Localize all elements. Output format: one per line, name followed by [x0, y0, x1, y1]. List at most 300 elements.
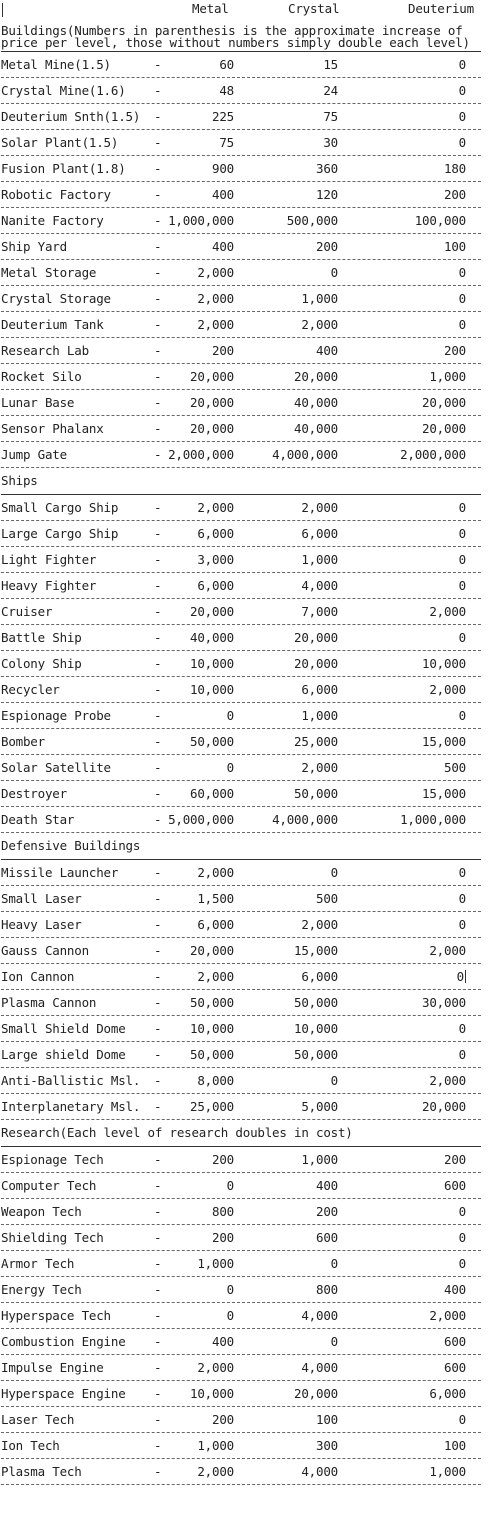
crystal-cost: 360 [316, 161, 338, 176]
metal-cost: 400 [212, 187, 234, 202]
deuterium-cost: 0 [458, 1412, 466, 1427]
row-separator: - [154, 786, 162, 801]
row-separator: - [154, 421, 162, 436]
row-separator: - [154, 1412, 162, 1427]
table-row [1, 912, 481, 938]
deuterium-cost: 1,000 [429, 1464, 466, 1479]
deuterium-cost: 0 [458, 109, 466, 124]
crystal-cost: 2,000 [301, 317, 338, 332]
row-separator: - [154, 578, 162, 593]
table-row [1, 1355, 481, 1381]
deuterium-cost: 400 [444, 1282, 466, 1297]
crystal-cost: 15 [323, 57, 338, 72]
row-separator: - [154, 343, 162, 358]
crystal-cost: 40,000 [294, 395, 338, 410]
deuterium-cost: 0 [458, 1047, 466, 1062]
table-row [1, 1407, 481, 1433]
item-name: Missile Launcher [1, 865, 119, 880]
deuterium-cost: 600 [444, 1178, 466, 1193]
row-separator: - [154, 812, 162, 827]
table-row [1, 1277, 481, 1303]
row-separator: - [154, 1047, 162, 1062]
crystal-cost: 2,000 [301, 500, 338, 515]
metal-cost: 2,000 [197, 265, 234, 280]
deuterium-cost: 20,000 [422, 1099, 466, 1114]
metal-cost: 400 [212, 1334, 234, 1349]
item-name: Light Fighter [1, 552, 97, 567]
table-row [1, 1459, 481, 1485]
row-separator: - [154, 317, 162, 332]
deuterium-cost: 20,000 [422, 395, 466, 410]
deuterium-cost: 100 [444, 1438, 466, 1453]
deuterium-cost: 2,000 [429, 1308, 466, 1323]
metal-cost: 48 [219, 83, 234, 98]
deuterium-cost: 1,000,000 [400, 812, 466, 827]
crystal-cost: 20,000 [294, 630, 338, 645]
crystal-cost: 6,000 [301, 969, 338, 984]
crystal-cost: 400 [316, 343, 338, 358]
table-row [1, 521, 481, 547]
metal-cost: 10,000 [190, 682, 234, 697]
table-row [1, 1199, 481, 1225]
metal-cost: 2,000 [197, 1464, 234, 1479]
row-separator: - [154, 1438, 162, 1453]
row-separator: - [154, 395, 162, 410]
deuterium-cost: 2,000 [429, 682, 466, 697]
item-name: Espionage Tech [1, 1152, 104, 1167]
crystal-cost: 1,000 [301, 708, 338, 723]
deuterium-cost: 2,000 [429, 1073, 466, 1088]
row-separator: - [154, 135, 162, 150]
deuterium-cost: 0 [458, 291, 466, 306]
table-row [1, 286, 481, 312]
row-separator: - [154, 969, 162, 984]
metal-cost: 20,000 [190, 604, 234, 619]
table-row [1, 364, 481, 390]
crystal-cost: 1,000 [301, 1152, 338, 1167]
table-row [1, 781, 481, 807]
row-separator: - [154, 604, 162, 619]
metal-cost: 6,000 [197, 526, 234, 541]
item-name: Ion Cannon [1, 969, 75, 984]
row-separator: - [154, 995, 162, 1010]
column-header-row [0, 0, 490, 22]
metal-cost: 0 [226, 760, 234, 775]
crystal-cost: 500,000 [286, 213, 338, 228]
metal-cost: 400 [212, 239, 234, 254]
crystal-cost: 40,000 [294, 421, 338, 436]
deuterium-cost: 0 [458, 265, 466, 280]
metal-cost: 200 [212, 1412, 234, 1427]
crystal-cost: 10,000 [294, 1021, 338, 1036]
item-name: Combustion Engine [1, 1334, 126, 1349]
table-row [1, 104, 481, 130]
table-row [1, 1381, 481, 1407]
table-row [1, 1329, 481, 1355]
deuterium-cost: 180 [444, 161, 466, 176]
metal-cost: 200 [212, 343, 234, 358]
metal-cost: 1,000 [197, 1438, 234, 1453]
row-separator: - [154, 1204, 162, 1219]
deuterium-cost: 0 [458, 552, 466, 567]
item-name: Crystal Mine(1.6) [1, 83, 126, 98]
deuterium-cost: 15,000 [422, 734, 466, 749]
deuterium-cost: 20,000 [422, 421, 466, 436]
item-name: Nanite Factory [1, 213, 104, 228]
deuterium-cost: 0 [458, 526, 466, 541]
row-separator: - [154, 1334, 162, 1349]
deuterium-cost: 0 [458, 83, 466, 98]
item-name: Armor Tech [1, 1256, 75, 1271]
item-name: Weapon Tech [1, 1204, 82, 1219]
item-name: Small Cargo Ship [1, 500, 119, 515]
item-name: Cruiser [1, 604, 53, 619]
metal-cost: 200 [212, 1152, 234, 1167]
crystal-cost: 4,000 [301, 1360, 338, 1375]
metal-cost: 10,000 [190, 1021, 234, 1036]
table-row [1, 547, 481, 573]
deuterium-cost: 0 [458, 708, 466, 723]
item-name: Rocket Silo [1, 369, 82, 384]
section-title: Buildings(Numbers in parenthesis is the approximate increase of price per level, those without numbers simply double each level) [1, 23, 470, 50]
metal-cost: 2,000 [197, 865, 234, 880]
item-name: Heavy Laser [1, 917, 82, 932]
row-separator: - [154, 447, 162, 462]
deuterium-cost: 0 [458, 57, 466, 72]
item-name: Fusion Plant(1.8) [1, 161, 126, 176]
table-row [1, 442, 481, 468]
table-row [1, 312, 481, 338]
item-name: Solar Satellite [1, 760, 111, 775]
crystal-cost: 20,000 [294, 1386, 338, 1401]
table-row [1, 495, 481, 521]
table-row [1, 1094, 481, 1120]
deuterium-cost: 10,000 [422, 656, 466, 671]
row-separator: - [154, 500, 162, 515]
row-separator: - [154, 1021, 162, 1036]
deuterium-cost: 0 [458, 865, 466, 880]
metal-cost: 20,000 [190, 369, 234, 384]
deuterium-cost: 0 [456, 969, 464, 984]
row-separator: - [154, 369, 162, 384]
crystal-cost: 0 [330, 865, 338, 880]
table-row [1, 964, 481, 990]
row-separator: - [154, 239, 162, 254]
item-name: Laser Tech [1, 1412, 75, 1427]
crystal-cost: 6,000 [301, 526, 338, 541]
table-row [1, 651, 481, 677]
crystal-cost: 200 [316, 1204, 338, 1219]
table-row [1, 1016, 481, 1042]
item-name: Colony Ship [1, 656, 82, 671]
deuterium-cost: 500 [444, 760, 466, 775]
row-separator: - [154, 213, 162, 228]
table-row [1, 625, 481, 651]
metal-cost: 0 [226, 1308, 234, 1323]
deuterium-cost: 0 [458, 630, 466, 645]
row-separator: - [154, 656, 162, 671]
item-name: Lunar Base [1, 395, 75, 410]
item-name: Large shield Dome [1, 1047, 126, 1062]
crystal-cost: 300 [316, 1438, 338, 1453]
crystal-cost: 1,000 [301, 291, 338, 306]
row-separator: - [154, 1282, 162, 1297]
crystal-cost: 7,000 [301, 604, 338, 619]
table-row [1, 78, 481, 104]
metal-cost: 2,000,000 [168, 447, 234, 462]
table-row [1, 938, 481, 964]
crystal-cost: 4,000 [301, 1308, 338, 1323]
crystal-cost: 25,000 [294, 734, 338, 749]
crystal-cost: 4,000 [301, 1464, 338, 1479]
row-separator: - [154, 526, 162, 541]
row-separator: - [154, 1308, 162, 1323]
item-name: Plasma Tech [1, 1464, 82, 1479]
deuterium-cost: 200 [444, 1152, 466, 1167]
section-title: Defensive Buildings [1, 838, 141, 853]
table-row [1, 1068, 481, 1094]
item-name: Deuterium Tank [1, 317, 104, 332]
item-name: Computer Tech [1, 1178, 97, 1193]
table-row [1, 390, 481, 416]
row-separator: - [154, 552, 162, 567]
crystal-cost: 5,000 [301, 1099, 338, 1114]
row-separator: - [154, 917, 162, 932]
item-name: Metal Mine(1.5) [1, 57, 111, 72]
row-separator: - [154, 760, 162, 775]
deuterium-cost: 200 [444, 187, 466, 202]
deuterium-cost: 600 [444, 1334, 466, 1349]
crystal-cost: 4,000,000 [272, 812, 338, 827]
item-name: Large Cargo Ship [1, 526, 119, 541]
crystal-cost: 800 [316, 1282, 338, 1297]
deuterium-cost: 30,000 [422, 995, 466, 1010]
text-caret-icon [465, 970, 466, 983]
metal-cost: 6,000 [197, 578, 234, 593]
deuterium-cost: 100 [444, 239, 466, 254]
item-name: Hyperspace Tech [1, 1308, 111, 1323]
metal-cost: 0 [226, 708, 234, 723]
item-name: Small Laser [1, 891, 82, 906]
table-row [1, 130, 481, 156]
item-name: Gauss Cannon [1, 943, 89, 958]
deuterium-cost: 0 [458, 1204, 466, 1219]
item-name: Sensor Phalanx [1, 421, 104, 436]
table-row [1, 416, 481, 442]
table-row [1, 886, 481, 912]
deuterium-cost: 6,000 [429, 1386, 466, 1401]
row-separator: - [154, 865, 162, 880]
row-separator: - [154, 57, 162, 72]
metal-cost: 0 [226, 1178, 234, 1193]
metal-cost: 25,000 [190, 1099, 234, 1114]
row-separator: - [154, 83, 162, 98]
deuterium-cost: 0 [458, 1021, 466, 1036]
item-name: Bomber [1, 734, 45, 749]
row-separator: - [154, 161, 162, 176]
column-header-deuterium: Deuterium [408, 1, 474, 16]
deuterium-cost: 2,000 [429, 604, 466, 619]
metal-cost: 2,000 [197, 969, 234, 984]
table-row [1, 1173, 481, 1199]
metal-cost: 60,000 [190, 786, 234, 801]
crystal-cost: 600 [316, 1230, 338, 1245]
item-name: Ion Tech [1, 1438, 60, 1453]
row-separator: - [154, 1099, 162, 1114]
row-separator: - [154, 1360, 162, 1375]
column-header-crystal: Crystal [288, 1, 340, 16]
item-name: Hyperspace Engine [1, 1386, 126, 1401]
metal-cost: 900 [212, 161, 234, 176]
row-separator: - [154, 1464, 162, 1479]
table-row [1, 52, 481, 78]
metal-cost: 20,000 [190, 943, 234, 958]
table-row [1, 1303, 481, 1329]
item-name: Jump Gate [1, 447, 67, 462]
table-row [1, 234, 481, 260]
item-name: Small Shield Dome [1, 1021, 126, 1036]
crystal-cost: 6,000 [301, 682, 338, 697]
metal-cost: 200 [212, 1230, 234, 1245]
metal-cost: 1,000,000 [168, 213, 234, 228]
metal-cost: 2,000 [197, 500, 234, 515]
row-separator: - [154, 109, 162, 124]
table-row [1, 260, 481, 286]
metal-cost: 2,000 [197, 1360, 234, 1375]
deuterium-cost: 600 [444, 1360, 466, 1375]
metal-cost: 75 [219, 135, 234, 150]
row-separator: - [154, 1256, 162, 1271]
crystal-cost: 0 [330, 1073, 338, 1088]
metal-cost: 8,000 [197, 1073, 234, 1088]
column-header-metal: Metal [192, 1, 229, 16]
item-name: Deuterium Snth(1.5) [1, 109, 141, 124]
deuterium-cost: 200 [444, 343, 466, 358]
item-name: Recycler [1, 682, 60, 697]
crystal-cost: 50,000 [294, 786, 338, 801]
table-row [1, 990, 481, 1016]
metal-cost: 1,000 [197, 1256, 234, 1271]
row-separator: - [154, 630, 162, 645]
crystal-cost: 1,000 [301, 552, 338, 567]
crystal-cost: 4,000,000 [272, 447, 338, 462]
row-separator: - [154, 1152, 162, 1167]
crystal-cost: 0 [330, 1334, 338, 1349]
table-row [1, 1225, 481, 1251]
metal-cost: 800 [212, 1204, 234, 1219]
row-separator: - [154, 943, 162, 958]
metal-cost: 0 [226, 1282, 234, 1297]
item-name: Solar Plant(1.5) [1, 135, 119, 150]
crystal-cost: 0 [330, 265, 338, 280]
item-name: Battle Ship [1, 630, 82, 645]
crystal-cost: 20,000 [294, 369, 338, 384]
row-separator: - [154, 734, 162, 749]
metal-cost: 225 [212, 109, 234, 124]
metal-cost: 40,000 [190, 630, 234, 645]
crystal-cost: 50,000 [294, 995, 338, 1010]
crystal-cost: 75 [323, 109, 338, 124]
row-separator: - [154, 1073, 162, 1088]
table-row [1, 208, 481, 234]
metal-cost: 50,000 [190, 1047, 234, 1062]
item-name: Death Star [1, 812, 75, 827]
metal-cost: 50,000 [190, 995, 234, 1010]
deuterium-cost: 0 [458, 1230, 466, 1245]
row-separator: - [154, 1386, 162, 1401]
metal-cost: 20,000 [190, 395, 234, 410]
table-row [1, 573, 481, 599]
deuterium-cost: 0 [458, 917, 466, 932]
deuterium-cost: 0 [458, 135, 466, 150]
crystal-cost: 120 [316, 187, 338, 202]
metal-cost: 1,500 [197, 891, 234, 906]
item-name: Robotic Factory [1, 187, 111, 202]
item-name: Metal Storage [1, 265, 97, 280]
cost-table [0, 22, 490, 1485]
row-separator: - [154, 187, 162, 202]
section-title: Ships [1, 473, 38, 488]
item-name: Energy Tech [1, 1282, 82, 1297]
table-row [1, 182, 481, 208]
crystal-cost: 400 [316, 1178, 338, 1193]
crystal-cost: 4,000 [301, 578, 338, 593]
crystal-cost: 0 [330, 1256, 338, 1271]
metal-cost: 60 [219, 57, 234, 72]
item-name: Anti-Ballistic Msl. [1, 1073, 141, 1088]
crystal-cost: 20,000 [294, 656, 338, 671]
metal-cost: 2,000 [197, 291, 234, 306]
metal-cost: 6,000 [197, 917, 234, 932]
table-row [1, 755, 481, 781]
table-row [1, 156, 481, 182]
section-title: Research(Each level of research doubles in cost) [1, 1125, 353, 1140]
row-separator: - [154, 708, 162, 723]
row-separator: - [154, 1230, 162, 1245]
metal-cost: 3,000 [197, 552, 234, 567]
deuterium-cost: 0 [458, 500, 466, 515]
table-row [1, 1147, 481, 1173]
deuterium-cost: 0 [458, 891, 466, 906]
row-separator: - [154, 265, 162, 280]
table-row [1, 1042, 481, 1068]
table-row [1, 1433, 481, 1459]
deuterium-cost: 100,000 [414, 213, 466, 228]
item-name: Ship Yard [1, 239, 67, 254]
deuterium-cost: 1,000 [429, 369, 466, 384]
deuterium-cost: 0 [458, 578, 466, 593]
metal-cost: 20,000 [190, 421, 234, 436]
deuterium-cost: 0 [458, 317, 466, 332]
row-separator: - [154, 1178, 162, 1193]
table-row [1, 807, 481, 833]
row-separator: - [154, 291, 162, 306]
crystal-cost: 500 [316, 891, 338, 906]
deuterium-cost: 0 [458, 1256, 466, 1271]
metal-cost: 50,000 [190, 734, 234, 749]
crystal-cost: 2,000 [301, 760, 338, 775]
text-cursor-icon [2, 3, 3, 17]
item-name: Heavy Fighter [1, 578, 97, 593]
crystal-cost: 2,000 [301, 917, 338, 932]
item-name: Espionage Probe [1, 708, 111, 723]
item-name: Crystal Storage [1, 291, 111, 306]
crystal-cost: 24 [323, 83, 338, 98]
crystal-cost: 15,000 [294, 943, 338, 958]
item-name: Destroyer [1, 786, 67, 801]
item-name: Interplanetary Msl. [1, 1099, 141, 1114]
table-row [1, 860, 481, 886]
